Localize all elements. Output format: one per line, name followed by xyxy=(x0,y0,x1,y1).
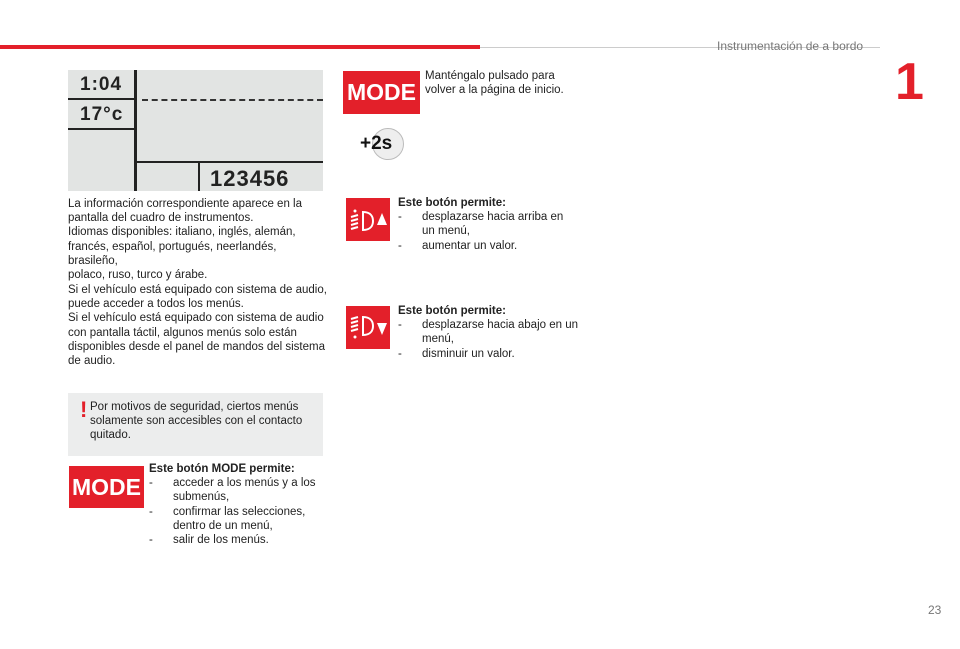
hold-duration: +2s xyxy=(360,133,393,154)
up-button-description xyxy=(398,196,578,253)
text-line: polaco, ruso, turco y árabe. xyxy=(68,269,208,282)
section-title: Instrumentación de a bordo xyxy=(717,39,864,53)
list-item: - desplazarse hacia arriba en un menú, xyxy=(398,210,578,238)
mode-hold-text: Manténgalo pulsado para volver a la página de inicio. xyxy=(425,70,564,97)
text-line: con pantalla táctil, algunos menús solo están xyxy=(68,326,297,339)
safety-warning xyxy=(68,393,323,456)
warning-icon: ! xyxy=(80,397,88,422)
list-item: - salir de los menús. xyxy=(149,533,319,547)
display-odometer: 123456 xyxy=(210,166,290,191)
text-line: de audio. xyxy=(68,355,116,368)
lighting-up-icon xyxy=(346,198,390,241)
warning-text: Por motivos de seguridad, ciertos menús solamente son accesibles con el contacto quitado. xyxy=(90,401,303,442)
description-title: Este botón MODE permite: xyxy=(149,463,295,475)
page-number: 23 xyxy=(928,603,942,617)
text-line: francés, español, portugués, neerlandés, brasileño, xyxy=(68,240,277,267)
description-title: Este botón permite: xyxy=(398,197,506,209)
text-line: Si el vehículo está equipado con sistema de audio, xyxy=(68,284,327,296)
mode-hold-icon: MODE xyxy=(343,71,420,114)
chapter-number: 1 xyxy=(895,53,924,111)
display-divider xyxy=(134,70,137,191)
list-item: - aumentar un valor. xyxy=(398,239,578,253)
display-time: 1:04 xyxy=(80,74,123,95)
display-dashed-line xyxy=(142,99,323,101)
display-divider xyxy=(134,161,323,163)
text-line: puede acceder a todos los menús. xyxy=(68,298,244,311)
description-title: Este botón permite: xyxy=(398,305,506,317)
down-button-description xyxy=(398,304,578,361)
display-temperature: 17°c xyxy=(80,104,124,125)
display-divider xyxy=(198,161,200,191)
mode-button-icon: MODE xyxy=(69,466,144,508)
paragraph-languages xyxy=(68,197,328,282)
list-item: - desplazarse hacia abajo en un menú, xyxy=(398,318,578,346)
list-item: - confirmar las selecciones, dentro de un menú, xyxy=(149,505,319,533)
text-line: disponibles desde el panel de mandos del sistema xyxy=(68,340,325,353)
list-item: - acceder a los menús y a los submenús, xyxy=(149,476,319,504)
hold-2s-icon xyxy=(360,128,404,162)
text-line: Idiomas disponibles: italiano, inglés, alemán, xyxy=(68,226,296,239)
text-line: pantalla del cuadro de instrumentos. xyxy=(68,212,254,225)
instrument-display xyxy=(68,70,323,191)
text-line: Si el vehículo está equipado con sistema de audio xyxy=(68,312,324,325)
paragraph-audio xyxy=(68,283,328,368)
lighting-down-icon xyxy=(346,306,390,349)
display-divider xyxy=(68,128,134,130)
header-red-bar xyxy=(0,45,480,49)
list-item: - disminuir un valor. xyxy=(398,347,578,361)
display-divider xyxy=(68,98,134,100)
text-line: La información correspondiente aparece en la xyxy=(68,198,302,210)
mode-button-description xyxy=(149,462,319,547)
